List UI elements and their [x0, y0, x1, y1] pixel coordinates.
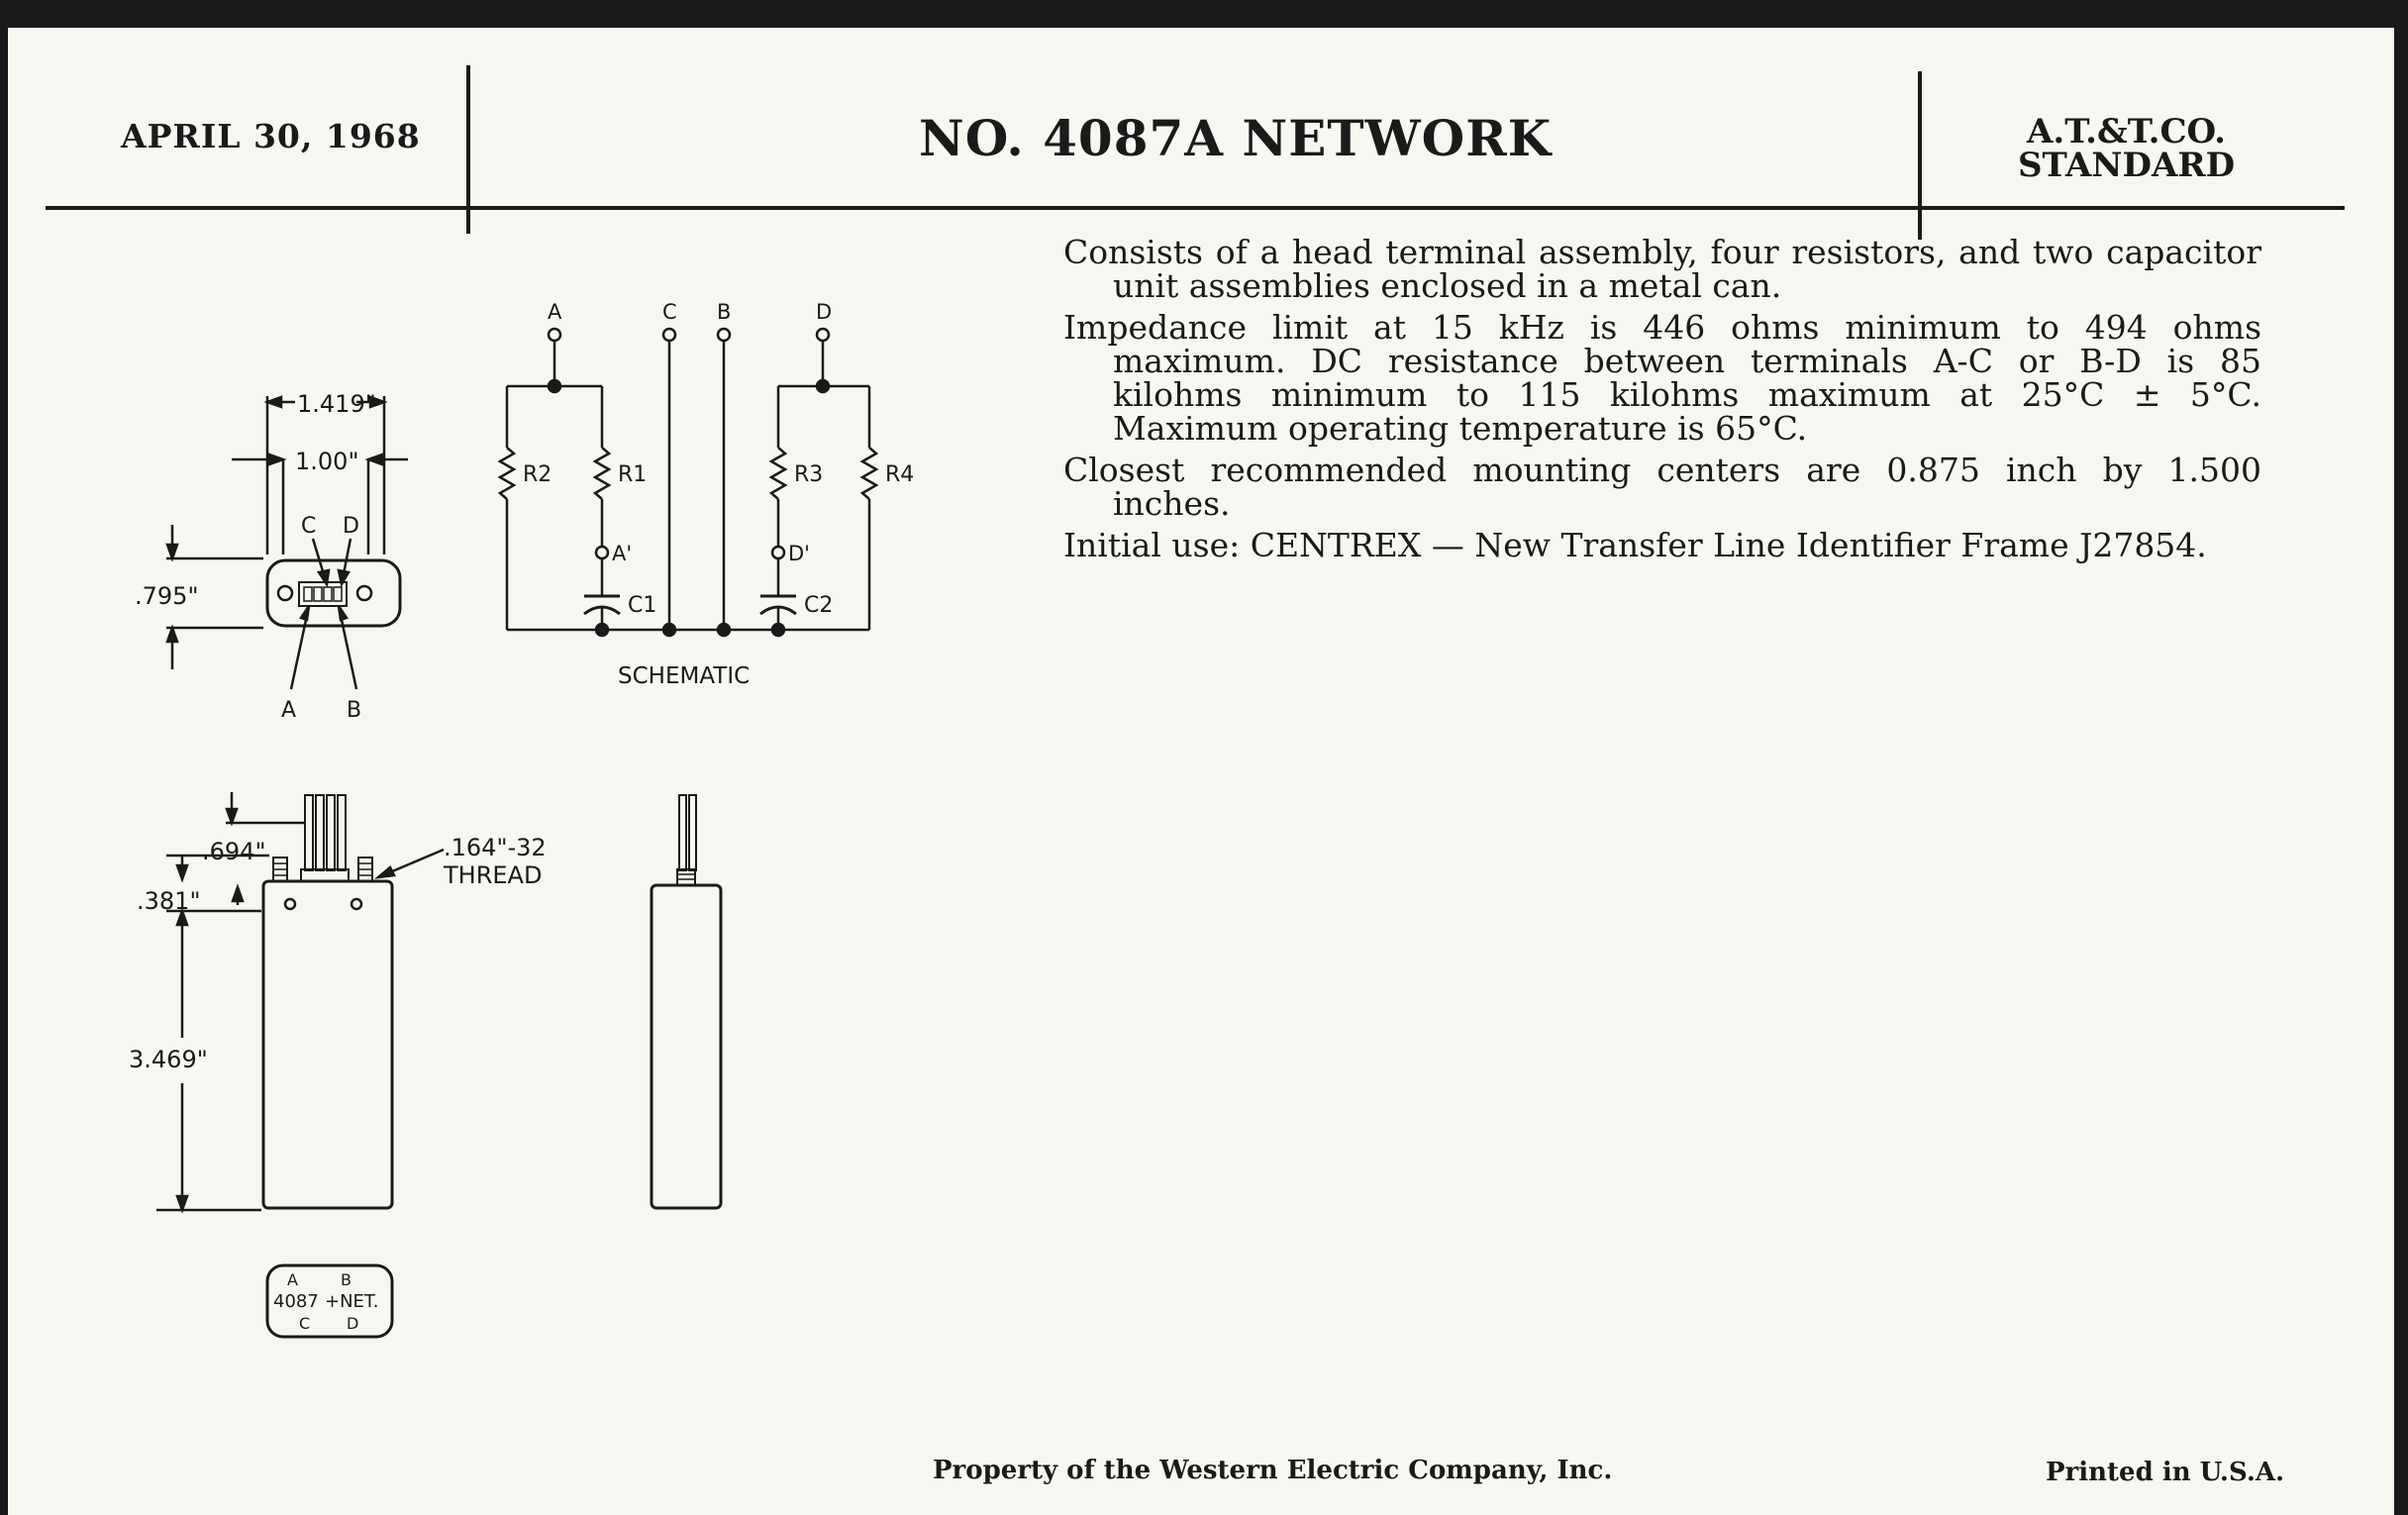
- description-paragraph: Initial use: CENTREX — New Transfer Line Identifier Frame J27854.: [1063, 526, 2207, 564]
- label-r4: R4: [885, 462, 915, 487]
- issue-date: APRIL 30, 1968: [121, 117, 421, 155]
- thread-spec-line2: THREAD: [444, 861, 543, 889]
- terminal-b-icon: [718, 329, 730, 341]
- profile-view-drawing: [652, 795, 721, 1208]
- terminal-label-c: C: [301, 514, 317, 539]
- terminal-label-d: D: [343, 514, 359, 539]
- description-paragraph: Closest recommended mounting centers are 0.875 inch by 1.500 inches.: [1063, 451, 2261, 523]
- standard-line1: A.T.&T.CO.: [2027, 112, 2226, 152]
- terminal-label-a: A: [281, 698, 297, 723]
- mounting-hole-icon: [285, 899, 295, 909]
- resistor-r1-icon: [595, 448, 609, 499]
- dim-width-inner: 1.00": [295, 448, 359, 475]
- marking-c: C: [299, 1314, 311, 1333]
- dim-stud: .381": [137, 887, 201, 915]
- resistor-r3-icon: [771, 448, 785, 499]
- footer-printed: Printed in U.S.A.: [2046, 1458, 2285, 1487]
- footer-property: Property of the Western Electric Company, Inc.: [933, 1456, 1613, 1485]
- terminal-c-icon: [663, 329, 675, 341]
- label-r1: R1: [618, 462, 648, 487]
- marking-d: D: [347, 1314, 359, 1333]
- top-view-drawing: [166, 396, 408, 689]
- standard-line2: STANDARD: [2018, 146, 2236, 185]
- can-body: [263, 881, 392, 1208]
- marking-a: A: [287, 1270, 298, 1289]
- mounting-hole-icon: [357, 586, 371, 600]
- dim-body: 3.469": [129, 1046, 208, 1073]
- label-a-prime: A': [612, 542, 633, 565]
- dim-height: .795": [135, 582, 199, 610]
- schematic-terminal-c: C: [662, 300, 677, 324]
- dim-width-outer: 1.419": [297, 390, 376, 418]
- datasheet: [8, 28, 2394, 1515]
- schematic-terminal-a: A: [548, 300, 562, 324]
- technical-drawings: [8, 28, 2394, 1515]
- label-c2: C2: [804, 593, 834, 618]
- mounting-hole-icon: [351, 899, 361, 909]
- description-paragraph: Impedance limit at 15 kHz is 446 ohms minimum to 494 ohms maximum. DC resistance between terminals A-C or B-D is 85 kilohms minimum to 115 kilohms maximum at 25°C ± 5°C. Maximum operating temperature is 65°C.: [1063, 308, 2261, 448]
- marking-b: B: [341, 1270, 351, 1289]
- terminal-d-icon: [817, 329, 829, 341]
- terminal-block: [299, 582, 347, 606]
- marking-code: 4087: [273, 1291, 319, 1312]
- dim-terminal: .694": [202, 838, 266, 865]
- label-r3: R3: [794, 462, 824, 487]
- label-d-prime: D': [788, 542, 810, 565]
- can-body-profile: [652, 885, 721, 1208]
- thread-spec-line1: .164"-32: [444, 834, 547, 861]
- description-paragraph: Consists of a head terminal assembly, four resistors, and two capacitor unit assemblies enclosed in a metal can.: [1063, 233, 2261, 305]
- schematic-terminal-b: B: [717, 300, 732, 324]
- label-r2: R2: [523, 462, 552, 487]
- label-c1: C1: [628, 593, 657, 618]
- terminal-a-icon: [549, 329, 560, 341]
- page-title: NO. 4087A NETWORK: [919, 109, 1553, 167]
- terminal-label-b: B: [347, 698, 362, 723]
- schematic-terminal-d: D: [816, 300, 833, 324]
- side-view-drawing: [156, 792, 444, 1210]
- resistor-r4-icon: [862, 448, 876, 499]
- resistor-r2-icon: [500, 448, 514, 499]
- marking-net: +NET.: [325, 1291, 379, 1312]
- schematic-caption: SCHEMATIC: [618, 663, 751, 689]
- mounting-hole-icon: [278, 586, 292, 600]
